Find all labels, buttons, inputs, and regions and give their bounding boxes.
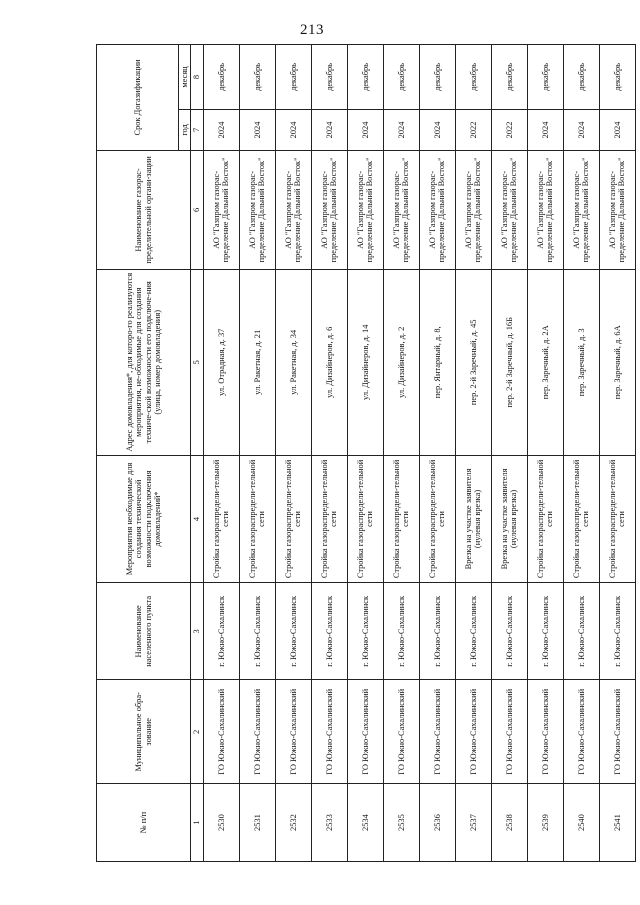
settlement-cell: г. Южно-Сахалинск: [419, 583, 455, 680]
organization-cell: АО "Газпром газорас-пределение Дальний Восток": [563, 150, 599, 269]
settlement-cell: г. Южно-Сахалинск: [491, 583, 527, 680]
settlement-cell: г. Южно-Сахалинск: [599, 583, 635, 680]
settlement-cell: г. Южно-Сахалинск: [563, 583, 599, 680]
row-number: 2538: [491, 784, 527, 862]
settlement-cell: г. Южно-Сахалинск: [239, 583, 275, 680]
month-cell: декабрь: [203, 45, 239, 110]
address-cell: пер. Заречный, д. 6А: [599, 269, 635, 455]
row-number: 2540: [563, 784, 599, 862]
activity-cell: Стройка газораспредели-тельной сети: [239, 455, 275, 583]
header-no: № п/п: [97, 784, 191, 862]
year-cell: 2024: [239, 109, 275, 150]
year-cell: 2024: [203, 109, 239, 150]
year-cell: 2024: [275, 109, 311, 150]
settlement-cell: г. Южно-Сахалинск: [203, 583, 239, 680]
organization-cell: АО "Газпром газорас-пределение Дальний Восток": [311, 150, 347, 269]
header-year: год: [179, 109, 191, 150]
row-number: 2533: [311, 784, 347, 862]
table-row: [383, 45, 419, 862]
year-cell: 2024: [419, 109, 455, 150]
activity-cell: Врезка на участке заявителя (нулевая врезка): [491, 455, 527, 583]
header-deadline: Срок Догазификации: [97, 45, 179, 151]
settlement-cell: г. Южно-Сахалинск: [275, 583, 311, 680]
organization-cell: АО "Газпром газорас-пределение Дальний Восток": [383, 150, 419, 269]
column-number: 5: [191, 269, 203, 455]
table-row: [203, 45, 239, 862]
row-number: 2530: [203, 784, 239, 862]
row-number: 2531: [239, 784, 275, 862]
table-row: [491, 45, 527, 862]
table-row: [311, 45, 347, 862]
row-number: 2539: [527, 784, 563, 862]
municipality-cell: ГО Южно-Сахалинский: [347, 680, 383, 784]
header-row: [97, 45, 179, 862]
year-cell: 2024: [599, 109, 635, 150]
table-row: [419, 45, 455, 862]
municipality-cell: ГО Южно-Сахалинский: [491, 680, 527, 784]
column-number: 4: [191, 455, 203, 583]
organization-cell: АО "Газпром газорас-пределение Дальний Восток": [203, 150, 239, 269]
column-number: 1: [191, 784, 203, 862]
municipality-cell: ГО Южно-Сахалинский: [563, 680, 599, 784]
activity-cell: Врезка на участке заявителя (нулевая врезка): [455, 455, 491, 583]
month-cell: декабрь: [455, 45, 491, 110]
column-number: 8: [191, 45, 203, 110]
column-number: 3: [191, 583, 203, 680]
activity-cell: Стройка газораспредели-тельной сети: [203, 455, 239, 583]
organization-cell: АО "Газпром газорас-пределение Дальний Восток": [491, 150, 527, 269]
table-row: [563, 45, 599, 862]
address-cell: ул. Дизайнеров, д. 6: [311, 269, 347, 455]
row-number: 2534: [347, 784, 383, 862]
activity-cell: Стройка газораспредели-тельной сети: [347, 455, 383, 583]
settlement-cell: г. Южно-Сахалинск: [455, 583, 491, 680]
organization-cell: АО "Газпром газорас-пределение Дальний Восток": [419, 150, 455, 269]
table-row: [527, 45, 563, 862]
table-row: [455, 45, 491, 862]
month-cell: декабрь: [563, 45, 599, 110]
table-row: [599, 45, 635, 862]
column-number: 7: [191, 109, 203, 150]
activity-cell: Стройка газораспредели-тельной сети: [599, 455, 635, 583]
address-cell: пер. Заречный, д. 2А: [527, 269, 563, 455]
year-cell: 2024: [383, 109, 419, 150]
organization-cell: АО "Газпром газорас-пределение Дальний Восток": [347, 150, 383, 269]
municipality-cell: ГО Южно-Сахалинский: [419, 680, 455, 784]
municipality-cell: ГО Южно-Сахалинский: [383, 680, 419, 784]
header-address: Адрес домовладения*, для которо-го реализуются мероприятия, не-обходимые для создания техниче-ской возможности его подключе-ния (улица, номер домовладения): [97, 269, 191, 455]
row-number: 2535: [383, 784, 419, 862]
table-row: [275, 45, 311, 862]
row-number: 2532: [275, 784, 311, 862]
rotated-sheet: [96, 44, 627, 862]
header-activity: Мероприятия необходимые для создания технической возможности подключения домовладений*: [97, 455, 191, 583]
gasification-table: [96, 44, 636, 862]
month-cell: декабрь: [275, 45, 311, 110]
column-number: 2: [191, 680, 203, 784]
municipality-cell: ГО Южно-Сахалинский: [599, 680, 635, 784]
organization-cell: АО "Газпром газорас-пределение Дальний Восток": [599, 150, 635, 269]
settlement-cell: г. Южно-Сахалинск: [311, 583, 347, 680]
organization-cell: АО "Газпром газорас-пределение Дальний Восток": [455, 150, 491, 269]
organization-cell: АО "Газпром газорас-пределение Дальний Восток": [275, 150, 311, 269]
address-cell: ул. Ракетная, д. 34: [275, 269, 311, 455]
municipality-cell: ГО Южно-Сахалинский: [203, 680, 239, 784]
year-cell: 2024: [527, 109, 563, 150]
header-settlement: Наименование населенного пункта: [97, 583, 191, 680]
address-cell: ул. Отрадная, д. 37: [203, 269, 239, 455]
month-cell: декабрь: [419, 45, 455, 110]
page-number: 213: [300, 22, 324, 38]
header-organization: Наименование газорас-пределительной органи-зации: [97, 150, 191, 269]
year-cell: 2022: [455, 109, 491, 150]
activity-cell: Стройка газораспредели-тельной сети: [383, 455, 419, 583]
address-cell: пер. 2-й Заречный, д. 45: [455, 269, 491, 455]
row-number: 2536: [419, 784, 455, 862]
table-row: [239, 45, 275, 862]
address-cell: ул. Ракетная, д. 21: [239, 269, 275, 455]
month-cell: декабрь: [491, 45, 527, 110]
column-number-row: [191, 45, 203, 862]
municipality-cell: ГО Южно-Сахалинский: [311, 680, 347, 784]
address-cell: ул. Дизайнеров, д. 2: [383, 269, 419, 455]
month-cell: декабрь: [347, 45, 383, 110]
municipality-cell: ГО Южно-Сахалинский: [275, 680, 311, 784]
address-cell: пер. Заречный, д. 3: [563, 269, 599, 455]
municipality-cell: ГО Южно-Сахалинский: [239, 680, 275, 784]
month-cell: декабрь: [383, 45, 419, 110]
month-cell: декабрь: [527, 45, 563, 110]
settlement-cell: г. Южно-Сахалинск: [347, 583, 383, 680]
row-number: 2537: [455, 784, 491, 862]
year-cell: 2022: [491, 109, 527, 150]
municipality-cell: ГО Южно-Сахалинский: [455, 680, 491, 784]
activity-cell: Стройка газораспредели-тельной сети: [275, 455, 311, 583]
header-month: месяц: [179, 45, 191, 110]
activity-cell: Стройка газораспредели-тельной сети: [311, 455, 347, 583]
table-row: [347, 45, 383, 862]
month-cell: декабрь: [311, 45, 347, 110]
month-cell: декабрь: [239, 45, 275, 110]
municipality-cell: ГО Южно-Сахалинский: [527, 680, 563, 784]
organization-cell: АО "Газпром газорас-пределение Дальний Восток": [239, 150, 275, 269]
year-cell: 2024: [311, 109, 347, 150]
header-municipality: Муниципальное обра-зование: [97, 680, 191, 784]
column-number: 6: [191, 150, 203, 269]
year-cell: 2024: [563, 109, 599, 150]
address-cell: пер. Янтарный, д. 8,: [419, 269, 455, 455]
month-cell: декабрь: [599, 45, 635, 110]
settlement-cell: г. Южно-Сахалинск: [527, 583, 563, 680]
activity-cell: Стройка газораспредели-тельной сети: [527, 455, 563, 583]
address-cell: пер. 2-й Заречный, д. 16Б: [491, 269, 527, 455]
activity-cell: Стройка газораспредели-тельной сети: [419, 455, 455, 583]
settlement-cell: г. Южно-Сахалинск: [383, 583, 419, 680]
organization-cell: АО "Газпром газорас-пределение Дальний Восток": [527, 150, 563, 269]
activity-cell: Стройка газораспредели-тельной сети: [563, 455, 599, 583]
year-cell: 2024: [347, 109, 383, 150]
address-cell: ул. Дизайнеров, д. 14: [347, 269, 383, 455]
table-body: [203, 45, 635, 862]
row-number: 2541: [599, 784, 635, 862]
